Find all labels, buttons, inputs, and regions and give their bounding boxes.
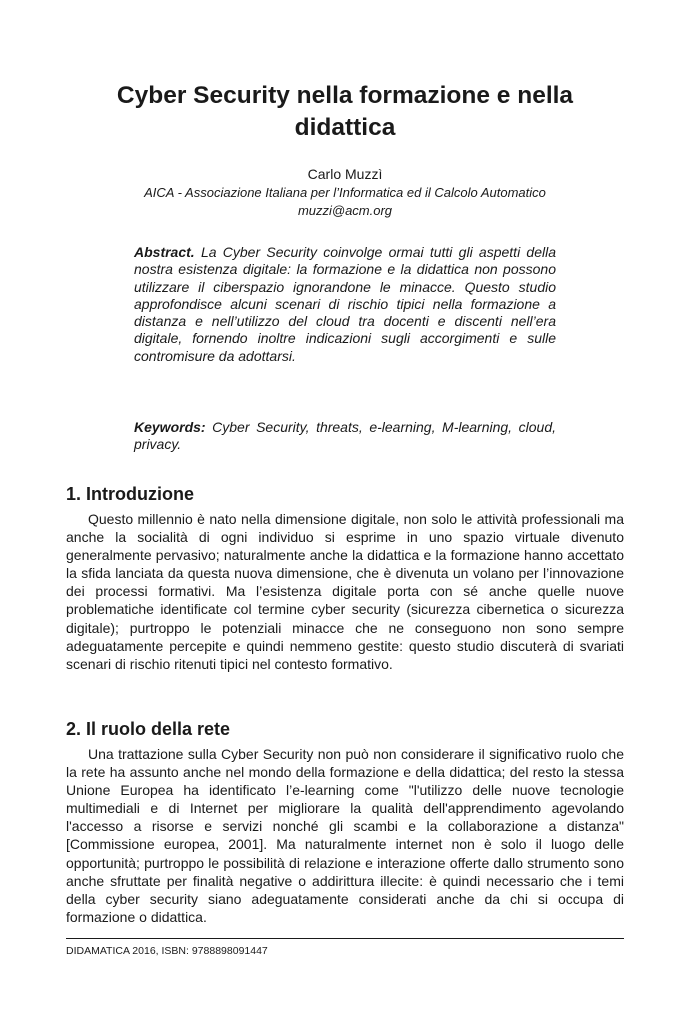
section-body-ruolo-della-rete: Una trattazione sulla Cyber Security non può non considerare il significativo ruolo che la rete ha assunto anche nel mondo della formazione e della didattica; del resto la stessa Unione Europea ha identificato l’e-learning come "l'utilizzo delle nuove tecnologie multimediali e di Internet per migliorare la qualità dell'apprendimento agevolando l'accesso a risorse e servizi nonché gli scambi e la collaborazione a distanza" [Commissione europea, 2001]. Ma naturalmente internet non è solo il luogo delle opportunità; purtroppo le possibilità di relazione e interazione offerte dallo strumento sono anche sfruttate per finalità negative o addirittura illecite: è quindi necessario che i temi della cyber security siano adeguatamente considerati anche da chi si occupa di formazione o didattica. xyxy=(66,746,624,925)
abstract-text: La Cyber Security coinvolge ormai tutti gli aspetti della nostra esistenza digitale: la formazione e la didattica non possono utilizzare il ciberspazio ignorandone le minacce. Questo studio approfondisce alcuni scenari di rischio tipici nella formazione a distanza e nell’utilizzo del cloud tra docenti e discenti nell’era digitale, fornendo inoltre indicazioni sugli accorgimenti e sulle contromisure da adottarsi. xyxy=(134,244,557,364)
footer-divider xyxy=(66,938,624,939)
author-name: Carlo Muzzì xyxy=(307,166,383,182)
keywords xyxy=(134,419,556,454)
paper-title: Cyber Security nella formazione e nella didattica xyxy=(116,82,574,141)
keywords-label: Keywords: xyxy=(134,419,206,435)
abstract xyxy=(134,244,556,365)
abstract-label: Abstract. xyxy=(134,244,195,260)
footer-text: DIDAMATICA 2016, ISBN: 9788898091447 xyxy=(66,945,268,957)
section-heading-introduzione: 1. Introduzione xyxy=(66,484,194,504)
author-email: muzzi@acm.org xyxy=(297,203,393,218)
author-affiliation: AICA - Associazione Italiana per l’Informatica ed il Calcolo Automatico xyxy=(144,185,546,200)
paper-page xyxy=(66,0,624,1024)
keywords-text: Cyber Security, threats, e-learning, M-learning, cloud, privacy. xyxy=(134,419,556,453)
section-heading-ruolo-della-rete: 2. Il ruolo della rete xyxy=(66,719,231,739)
section-body-introduzione: Questo millennio è nato nella dimensione digitale, non solo le attività professionali ma anche la socialità di ogni individuo si esprime in uno spazio virtuale divenuto generalmente pervasivo; naturalmente anche la didattica e la formazione hanno accettato la sfida lanciata da questa nuova dimensione, che è divenuta un volano per l’innovazione dei processi formativi. Ma l’esistenza digitale porta con sé anche quelle nuove problematiche identificate col termine cyber security (sicurezza cibernetica o sicurezza digitale); purtroppo le potenziali minacce che ne conseguono non sono sempre adeguatamente percepite e quindi nemmeno gestite: questo studio discuterà di svariati scenari di rischio ritenuti tipici nel contesto formativo. xyxy=(66,511,624,672)
